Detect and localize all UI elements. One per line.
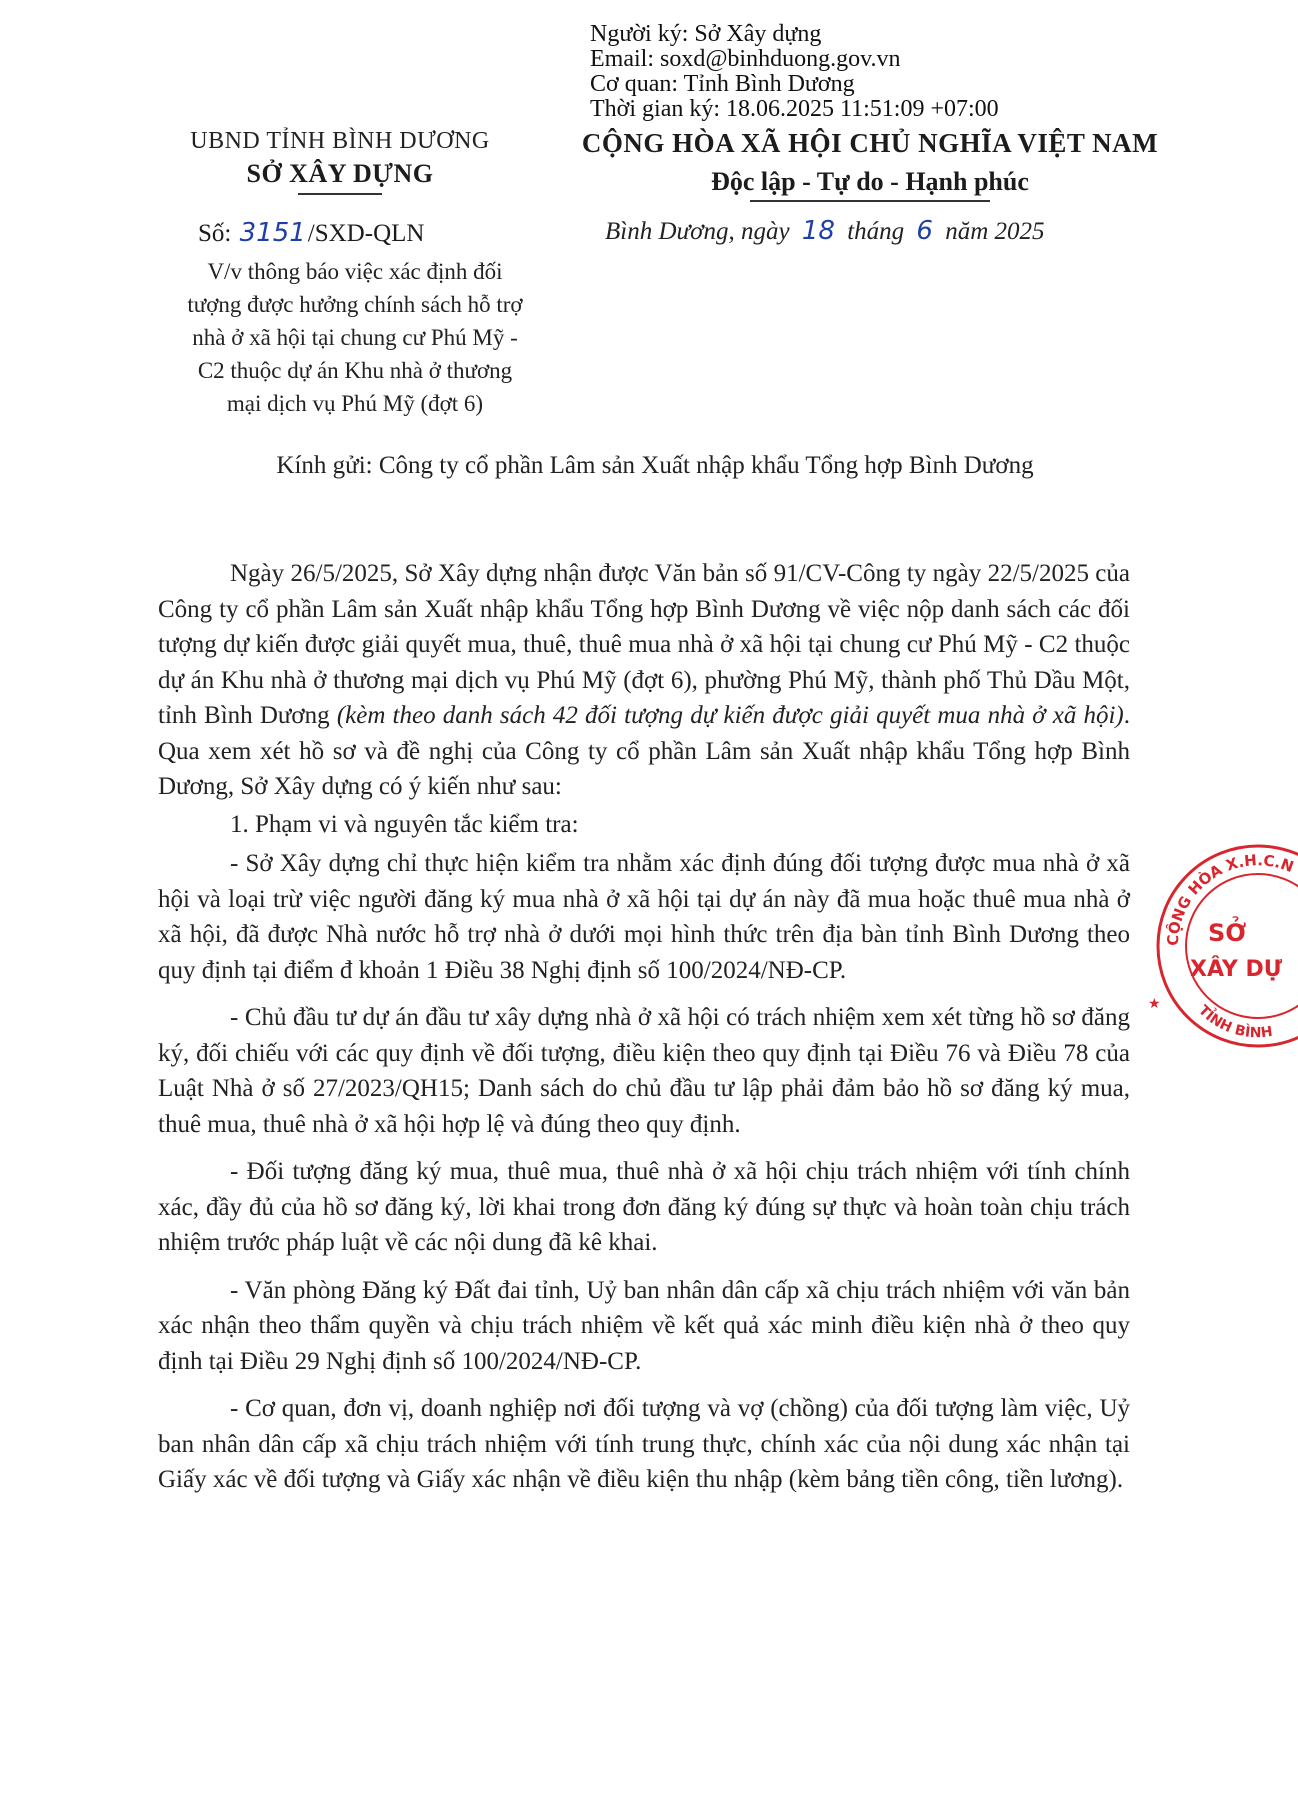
signature-email: Email: soxd@binhduong.gov.vn	[590, 46, 901, 72]
handwritten-day: 18	[801, 216, 835, 246]
doc-number-handwritten: 3151	[239, 218, 306, 248]
svg-text:TỈNH BÌNH	[1195, 1002, 1273, 1041]
body-paragraph: - Cơ quan, đơn vị, doanh nghiệp nơi đối tượng và vợ (chồng) của đối tượng làm việc, Uỷ ban nhân dân cấp xã chịu trách nhiệm với tính trung thực, chính xác của nội dung xác nhận tại Giấy xác về đối tượng và Giấy xác nhận về điều kiện thu nhập (kèm bảng tiền công, tiền lương).	[158, 1395, 1130, 1493]
parent-organization: UBND TỈNH BÌNH DƯƠNG	[190, 128, 490, 154]
subject-line: tượng được hưởng chính sách hỗ trợ	[187, 292, 523, 317]
intro-italic-note: (kèm theo danh sách 42 đối tượng dự kiến được giải quyết mua nhà ở xã hội)	[336, 702, 1124, 729]
issuing-organization: SỞ XÂY DỰNG	[246, 159, 434, 188]
document-body	[158, 556, 1130, 1510]
body-paragraph: - Chủ đầu tư dự án đầu tư xây dựng nhà ở xã hội có trách nhiệm xem xét từng hồ sơ đăng ký, đối chiếu với các quy định về đối tượng, điều kiện theo quy định tại Điều 76 và Điều 78 của Luật Nhà ở số 27/2023/QH15; Danh sách do chủ đầu tư lập phải đảm bảo hồ sơ đăng ký mua, thuê mua, thuê nhà ở xã hội hợp lệ và đúng theo quy định.	[158, 1004, 1130, 1138]
national-motto: Độc lập - Tự do - Hạnh phúc	[711, 167, 1029, 196]
stamp-center-line-2: XÂY DỰ	[1190, 957, 1283, 982]
stamp-ring-text: CỘNG HÒA X.H.C.N	[1163, 851, 1297, 947]
recipient-line: Kính gửi: Công ty cổ phần Lâm sản Xuất nhập khẩu Tổng hợp Bình Dương	[276, 452, 1034, 479]
doc-number-prefix: Số:	[198, 220, 232, 247]
digital-signature-info	[590, 22, 999, 122]
agency-underline	[298, 193, 382, 195]
signature-signer: Người ký: Sở Xây dựng	[590, 21, 822, 47]
stamp-star-icon: ★	[1148, 996, 1161, 1012]
stamp-center-line-1: SỞ	[1208, 919, 1247, 947]
place-date-prefix: Bình Dương, ngày	[605, 218, 790, 245]
subject-line: nhà ở xã hội tại chung cư Phú Mỹ -	[192, 325, 518, 350]
document-subject	[150, 255, 560, 420]
subject-line: C2 thuộc dự án Khu nhà ở thương	[197, 358, 513, 383]
intro-paragraph	[158, 556, 1130, 805]
subject-line: mại dịch vụ Phú Mỹ (đợt 6)	[226, 391, 484, 416]
intro-text-end: . Qua xem xét hồ sơ và đề nghị của Công ty cổ phần Lâm sản Xuất nhập khẩu Tổng hợp Bình Dương, Sở Xây dựng có ý kiến như sau:	[158, 702, 1130, 800]
red-seal-stamp	[1128, 836, 1298, 1056]
doc-number-suffix: /SXD-QLN	[307, 220, 425, 247]
stamp-bottom-text: TỈNH BÌNH	[1195, 1002, 1274, 1042]
document-number	[198, 218, 424, 248]
motto-underline	[750, 200, 990, 202]
signature-agency: Cơ quan: Tỉnh Bình Dương	[590, 71, 855, 97]
section-heading: 1. Phạm vi và nguyên tắc kiểm tra:	[230, 810, 579, 838]
signature-time: Thời gian ký: 18.06.2025 11:51:09 +07:00	[590, 96, 999, 122]
year-label: năm 2025	[945, 218, 1045, 245]
month-label: tháng	[847, 218, 905, 245]
place-and-date	[605, 216, 1045, 246]
subject-line: V/v thông báo việc xác định đối	[207, 259, 503, 284]
body-paragraph: - Văn phòng Đăng ký Đất đai tỉnh, Uỷ ban nhân dân cấp xã chịu trách nhiệm với văn bản xác nhận theo thẩm quyền và chịu trách nhiệm về kết quả xác minh điều kiện nhà ở theo quy định tại Điều 29 Nghị định số 100/2024/NĐ-CP.	[158, 1276, 1130, 1375]
national-title: CỘNG HÒA XÃ HỘI CHỦ NGHĨA VIỆT NAM	[581, 128, 1159, 158]
issuing-agency-block	[150, 128, 530, 195]
handwritten-month: 6	[916, 216, 933, 246]
intro-text: Ngày 26/5/2025, Sở Xây dựng nhận được Văn bản số 91/CV-Công ty ngày 22/5/2025 của Công ty cổ phần Lâm sản Xuất nhập khẩu Tổng hợp Bình Dương về việc nộp danh sách các đối tượng dự kiến được giải quyết mua, thuê, thuê mua nhà ở xã hội tại chung cư Phú Mỹ - C2 thuộc dự án Khu nhà ở thương mại dịch vụ Phú Mỹ (đợt 6), phường Phú Mỹ, thành phố Thủ Dầu Một, tỉnh Bình Dương	[158, 560, 1130, 729]
body-paragraph: - Sở Xây dựng chỉ thực hiện kiểm tra nhằm xác định đúng đối tượng được mua nhà ở xã hội và loại trừ việc người đăng ký mua nhà ở xã hội tại dự án này đã mua hoặc thuê mua nhà ở xã hội, đã được Nhà nước hỗ trợ nhà ở dưới mọi hình thức trên địa bàn tỉnh Bình Dương theo quy định tại điểm đ khoản 1 Điều 38 Nghị định số 100/2024/NĐ-CP.	[158, 850, 1130, 984]
body-paragraph: - Đối tượng đăng ký mua, thuê mua, thuê nhà ở xã hội chịu trách nhiệm với tính chính xác, đầy đủ của hồ sơ đăng ký, lời khai trong đơn đăng ký đúng sự thực và hoàn toàn chịu trách nhiệm trước pháp luật về các nội dung đã kê khai.	[158, 1158, 1130, 1256]
national-header-block	[580, 128, 1160, 202]
